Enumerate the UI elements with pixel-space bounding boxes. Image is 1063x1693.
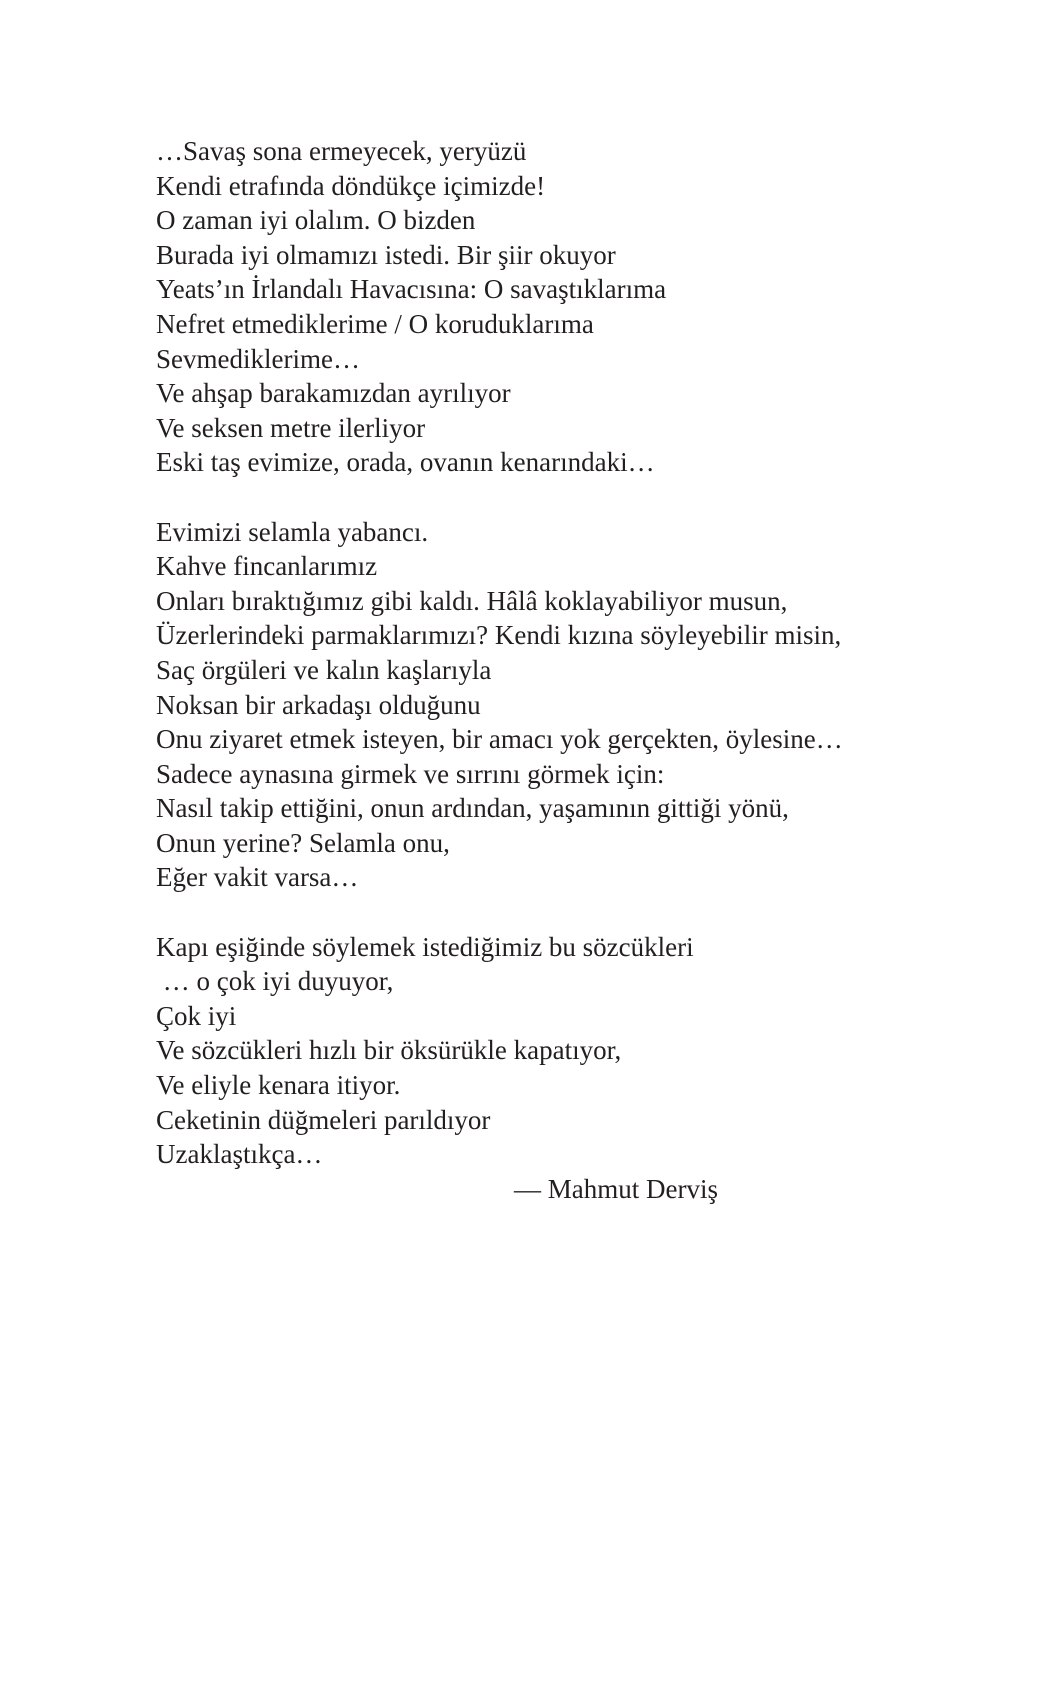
- poem-line: Ceketinin düğmeleri parıldıyor: [156, 1104, 491, 1135]
- poem-line: Burada iyi olmamızı istedi. Bir şiir okuyor: [156, 239, 616, 270]
- poem-line: Yeats’ın İrlandalı Havacısına: O savaştıklarıma: [156, 274, 667, 305]
- poem-line: Onun yerine? Selamla onu,: [156, 827, 450, 858]
- poem-line: Çok iyi: [156, 1000, 237, 1031]
- poem-line: Uzaklaştıkça…: [156, 1139, 323, 1170]
- poem-line: Onları bıraktığımız gibi kaldı. Hâlâ koklayabiliyor musun,: [156, 585, 788, 616]
- poem-line: …Savaş sona ermeyecek, yeryüzü: [156, 136, 527, 166]
- poem-line: O zaman iyi olalım. O bizden: [156, 205, 476, 236]
- stanza-2: [156, 515, 1016, 896]
- poem-line: Üzerlerindeki parmaklarımızı? Kendi kızına söyleyebilir misin,: [156, 620, 842, 651]
- poem-line: … o çok iyi duyuyor,: [156, 966, 394, 997]
- poem-line: Ve seksen metre ilerliyor: [156, 412, 426, 443]
- poem-line: Nefret etmediklerime / O koruduklarıma: [156, 308, 594, 339]
- poem-line: Ve eliyle kenara itiyor.: [156, 1070, 401, 1101]
- poem-author-signature: — Mahmut Derviş: [514, 1173, 718, 1204]
- poem-line: Sevmediklerime…: [156, 343, 360, 374]
- poem-line: Kendi etrafında döndükçe içimizde!: [156, 170, 546, 201]
- poem-line: Kapı eşiğinde söylemek istediğimiz bu sözcükleri: [156, 931, 694, 962]
- poem-line: Eski taş evimize, orada, ovanın kenarındaki…: [156, 447, 655, 478]
- poem-line: Noksan bir arkadaşı olduğunu: [156, 689, 481, 720]
- poem-line: Ve ahşap barakamızdan ayrılıyor: [156, 378, 511, 409]
- poem-line: Kahve fincanlarımız: [156, 551, 378, 582]
- poem-line: Eğer vakit varsa…: [156, 862, 359, 893]
- poem-line: Saç örgüleri ve kalın kaşlarıyla: [156, 654, 492, 685]
- poem-line: Nasıl takip ettiğini, onun ardından, yaşamının gittiği yönü,: [156, 793, 789, 824]
- poem-line: Onu ziyaret etmek isteyen, bir amacı yok gerçekten, öylesine…: [156, 724, 843, 755]
- poem: [156, 134, 1016, 1206]
- stanza-1: [156, 134, 1016, 480]
- poem-line: Ve sözcükleri hızlı bir öksürükle kapatıyor,: [156, 1035, 622, 1066]
- stanza-3: [156, 930, 1016, 1207]
- poem-line: Sadece aynasına girmek ve sırrını görmek için:: [156, 758, 665, 789]
- poem-line: Evimizi selamla yabancı.: [156, 516, 429, 547]
